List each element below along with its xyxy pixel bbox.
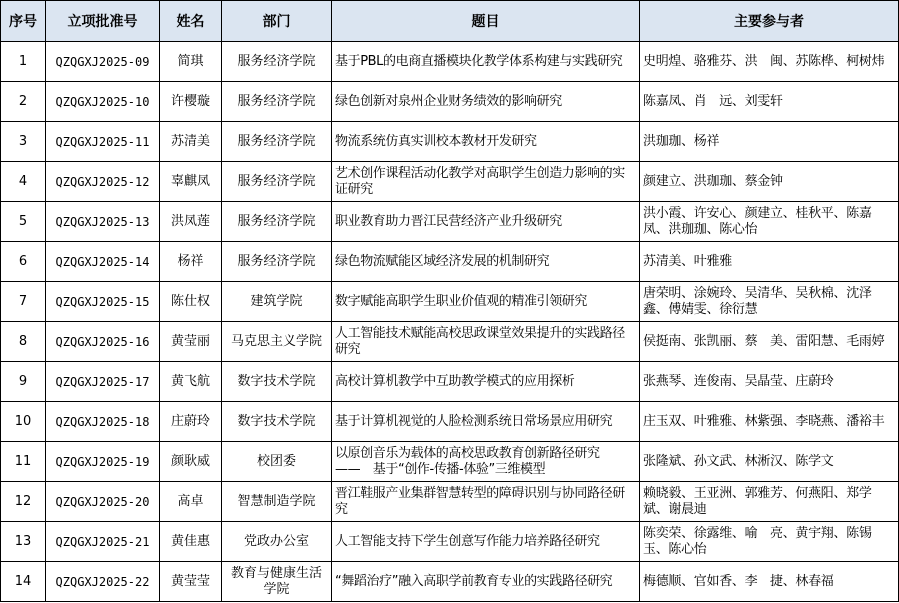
cell-name: 庄蔚玲 <box>160 402 222 442</box>
cell-approval-id: QZQGXJ2025-09 <box>46 42 160 82</box>
cell-department: 建筑学院 <box>222 282 332 322</box>
cell-participants: 张隆斌、孙文武、林淅汉、陈学文 <box>640 442 899 482</box>
cell-name: 洪凤莲 <box>160 202 222 242</box>
cell-title: 绿色物流赋能区域经济发展的机制研究 <box>332 242 640 282</box>
cell-title: 人工智能支持下学生创意写作能力培养路径研究 <box>332 522 640 562</box>
table-row <box>1 402 899 442</box>
cell-approval-id: QZQGXJ2025-10 <box>46 82 160 122</box>
cell-name: 颜耿威 <box>160 442 222 482</box>
cell-participants: 洪珈珈、杨祥 <box>640 122 899 162</box>
table-row <box>1 322 899 362</box>
cell-name: 高卓 <box>160 482 222 522</box>
cell-participants: 颜建立、洪珈珈、蔡金钟 <box>640 162 899 202</box>
header-row <box>1 1 899 42</box>
cell-approval-id: QZQGXJ2025-13 <box>46 202 160 242</box>
header-number: 序号 <box>1 1 46 42</box>
cell-name: 简琪 <box>160 42 222 82</box>
cell-number: 14 <box>1 562 46 602</box>
cell-approval-id: QZQGXJ2025-21 <box>46 522 160 562</box>
cell-approval-id: QZQGXJ2025-18 <box>46 402 160 442</box>
cell-department: 服务经济学院 <box>222 42 332 82</box>
cell-approval-id: QZQGXJ2025-17 <box>46 362 160 402</box>
cell-participants: 梅德顺、官如香、李 捷、林春福 <box>640 562 899 602</box>
cell-participants: 侯挺南、张凯丽、蔡 美、雷阳慧、毛雨婷 <box>640 322 899 362</box>
cell-number: 8 <box>1 322 46 362</box>
cell-participants: 陈奕荣、徐露维、喻 亮、黄宇翔、陈锡玉、陈心怡 <box>640 522 899 562</box>
cell-name: 黄莹丽 <box>160 322 222 362</box>
cell-number: 9 <box>1 362 46 402</box>
header-approval-id: 立项批准号 <box>46 1 160 42</box>
table-row <box>1 522 899 562</box>
table-row <box>1 442 899 482</box>
table-row <box>1 82 899 122</box>
header-participants: 主要参与者 <box>640 1 899 42</box>
cell-approval-id: QZQGXJ2025-12 <box>46 162 160 202</box>
cell-department: 马克思主义学院 <box>222 322 332 362</box>
cell-title: 艺术创作课程活动化教学对高职学生创造力影响的实证研究 <box>332 162 640 202</box>
cell-number: 1 <box>1 42 46 82</box>
cell-title: 绿色创新对泉州企业财务绩效的影响研究 <box>332 82 640 122</box>
cell-number: 11 <box>1 442 46 482</box>
cell-participants: 苏清美、叶雅雅 <box>640 242 899 282</box>
cell-title: “舞蹈治疗”融入高职学前教育专业的实践路径研究 <box>332 562 640 602</box>
cell-approval-id: QZQGXJ2025-16 <box>46 322 160 362</box>
table-header <box>1 1 899 42</box>
cell-approval-id: QZQGXJ2025-14 <box>46 242 160 282</box>
table-row <box>1 162 899 202</box>
cell-title: 基于PBL的电商直播模块化教学体系构建与实践研究 <box>332 42 640 82</box>
table-row <box>1 562 899 602</box>
cell-department: 数字技术学院 <box>222 362 332 402</box>
cell-participants: 唐荣明、涂婉玲、吴清华、吴秋棉、沈泽鑫、傅婧雯、徐衍慧 <box>640 282 899 322</box>
cell-title: 以原创音乐为载体的高校思政教育创新路径研究 —— 基于“创作-传播-体验”三维模型 <box>332 442 640 482</box>
cell-approval-id: QZQGXJ2025-22 <box>46 562 160 602</box>
cell-department: 服务经济学院 <box>222 202 332 242</box>
cell-department: 校团委 <box>222 442 332 482</box>
table-row <box>1 202 899 242</box>
cell-approval-id: QZQGXJ2025-19 <box>46 442 160 482</box>
cell-department: 数字技术学院 <box>222 402 332 442</box>
cell-number: 4 <box>1 162 46 202</box>
cell-name: 许樱璇 <box>160 82 222 122</box>
cell-number: 5 <box>1 202 46 242</box>
table-row <box>1 362 899 402</box>
header-name: 姓名 <box>160 1 222 42</box>
cell-title: 基于计算机视觉的人脸检测系统日常场景应用研究 <box>332 402 640 442</box>
cell-name: 黄佳惠 <box>160 522 222 562</box>
cell-number: 13 <box>1 522 46 562</box>
cell-number: 6 <box>1 242 46 282</box>
cell-name: 黄莹莹 <box>160 562 222 602</box>
cell-title: 晋江鞋服产业集群智慧转型的障碍识别与协同路径研究 <box>332 482 640 522</box>
cell-title: 人工智能技术赋能高校思政课堂效果提升的实践路径研究 <box>332 322 640 362</box>
cell-department: 服务经济学院 <box>222 162 332 202</box>
cell-participants: 陈嘉凤、肖 远、刘雯轩 <box>640 82 899 122</box>
cell-name: 苏清美 <box>160 122 222 162</box>
cell-number: 7 <box>1 282 46 322</box>
cell-title: 高校计算机教学中互助教学模式的应用探析 <box>332 362 640 402</box>
cell-department: 服务经济学院 <box>222 242 332 282</box>
cell-number: 3 <box>1 122 46 162</box>
table-row <box>1 482 899 522</box>
cell-approval-id: QZQGXJ2025-15 <box>46 282 160 322</box>
cell-name: 辜麒凤 <box>160 162 222 202</box>
cell-participants: 庄玉双、叶雅雅、林紫强、李晓燕、潘裕丰 <box>640 402 899 442</box>
cell-participants: 洪小霞、许安心、颜建立、桂秋平、陈嘉凤、洪珈珈、陈心怡 <box>640 202 899 242</box>
cell-participants: 赖晓毅、王亚洲、郭雅芳、何燕阳、郑学斌、谢晨迪 <box>640 482 899 522</box>
cell-number: 10 <box>1 402 46 442</box>
cell-department: 党政办公室 <box>222 522 332 562</box>
cell-department: 服务经济学院 <box>222 82 332 122</box>
table-row <box>1 42 899 82</box>
cell-department: 教育与健康生活学院 <box>222 562 332 602</box>
cell-department: 服务经济学院 <box>222 122 332 162</box>
cell-title: 职业教育助力晋江民营经济产业升级研究 <box>332 202 640 242</box>
cell-name: 杨祥 <box>160 242 222 282</box>
cell-participants: 史明煌、骆雅芬、洪 闽、苏陈桦、柯树炜 <box>640 42 899 82</box>
table-row <box>1 282 899 322</box>
cell-title: 物流系统仿真实训校本教材开发研究 <box>332 122 640 162</box>
cell-participants: 张燕琴、连俊南、吴晶莹、庄蔚玲 <box>640 362 899 402</box>
cell-title: 数字赋能高职学生职业价值观的精准引领研究 <box>332 282 640 322</box>
header-department: 部门 <box>222 1 332 42</box>
table-body <box>1 42 899 602</box>
cell-number: 12 <box>1 482 46 522</box>
table-row <box>1 242 899 282</box>
cell-name: 黄飞航 <box>160 362 222 402</box>
header-title: 题目 <box>332 1 640 42</box>
cell-name: 陈仕权 <box>160 282 222 322</box>
table-row <box>1 122 899 162</box>
cell-department: 智慧制造学院 <box>222 482 332 522</box>
cell-approval-id: QZQGXJ2025-20 <box>46 482 160 522</box>
cell-approval-id: QZQGXJ2025-11 <box>46 122 160 162</box>
cell-number: 2 <box>1 82 46 122</box>
